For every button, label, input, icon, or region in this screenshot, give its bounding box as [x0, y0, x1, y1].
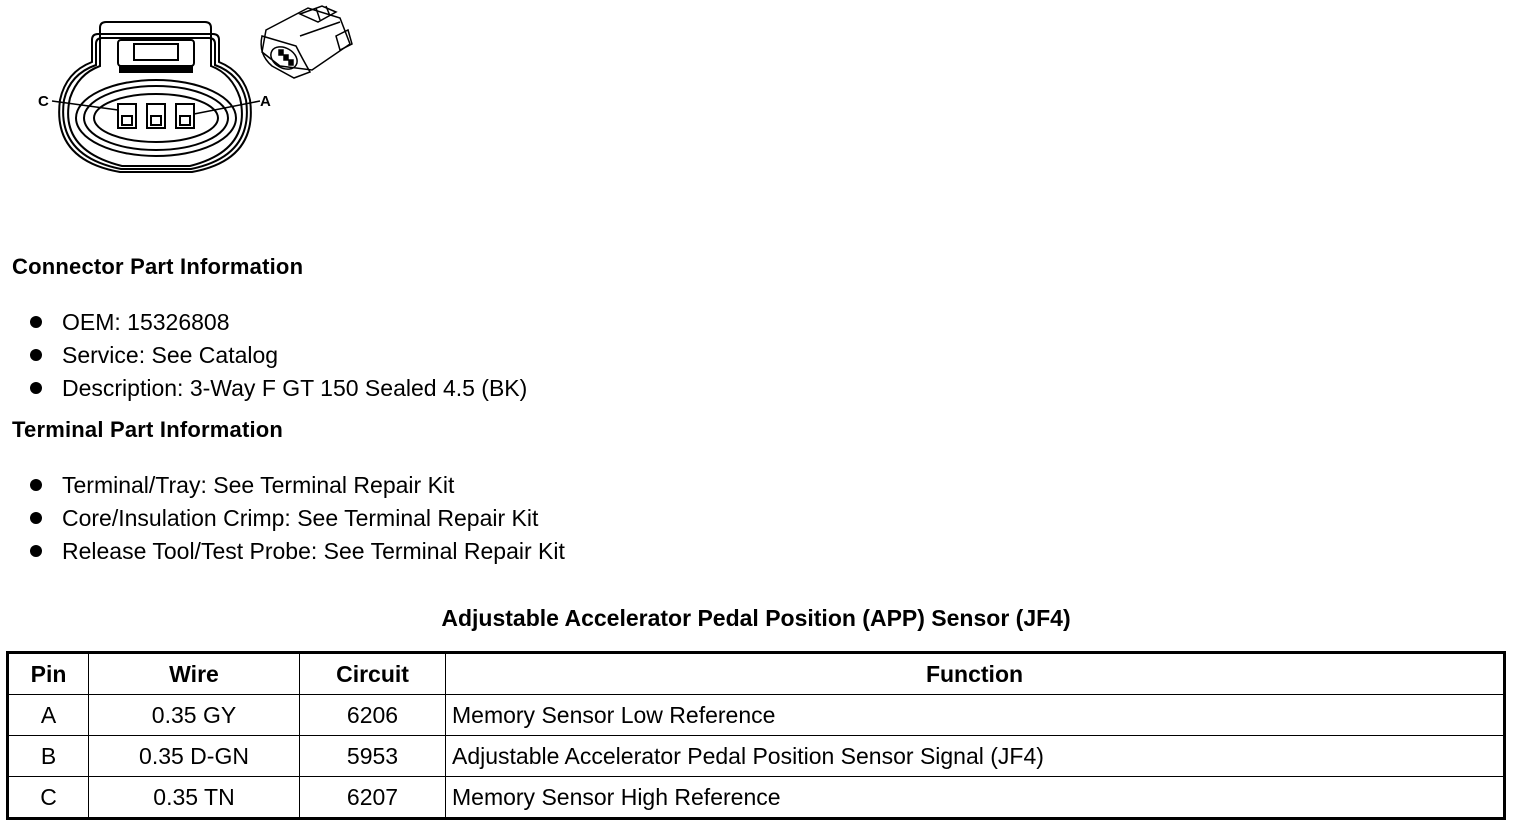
table-header-row: [8, 653, 1505, 695]
cell-circuit: 6206: [300, 695, 446, 736]
list-item: [28, 503, 565, 536]
connector-service-text: Service: See Catalog: [62, 342, 279, 368]
table-row: [8, 695, 1505, 736]
cell-wire: 0.35 TN: [89, 777, 300, 819]
table-row: [8, 777, 1505, 819]
bullet-icon: [30, 349, 42, 361]
cell-circuit: 6207: [300, 777, 446, 819]
bullet-icon: [30, 382, 42, 394]
pin-cavities: [118, 104, 194, 128]
terminal-tray-text: Terminal/Tray: See Terminal Repair Kit: [62, 472, 455, 498]
bullet-icon: [30, 479, 42, 491]
terminal-crimp-text: Core/Insulation Crimp: See Terminal Repair Kit: [62, 505, 539, 531]
pinout-table-caption: Adjustable Accelerator Pedal Position (APP) Sensor (JF4): [441, 605, 1071, 631]
bullet-icon: [30, 512, 42, 524]
connector-3d-illustration: [261, 6, 352, 78]
cell-pin: A: [8, 695, 89, 736]
list-item: [28, 470, 565, 503]
pin-label-a: A: [260, 93, 271, 110]
cell-wire: 0.35 GY: [89, 695, 300, 736]
connector-part-info-heading: Connector Part Information: [12, 254, 304, 279]
list-item: [28, 307, 527, 340]
cell-circuit: 5953: [300, 736, 446, 777]
cell-pin: C: [8, 777, 89, 819]
connector-face-view: [59, 22, 251, 172]
pinout-table: [6, 651, 1506, 820]
connector-part-info-list: [28, 307, 527, 406]
connector-description-text: Description: 3-Way F GT 150 Sealed 4.5 (BK): [62, 375, 528, 401]
terminal-part-info-list: [28, 470, 565, 569]
terminal-part-info-heading: Terminal Part Information: [12, 417, 284, 442]
header-pin: Pin: [8, 653, 89, 695]
cell-function: Adjustable Accelerator Pedal Position Sensor Signal (JF4): [446, 736, 1505, 777]
table-row: [8, 736, 1505, 777]
cell-pin: B: [8, 736, 89, 777]
header-circuit: Circuit: [300, 653, 446, 695]
connector-face-illustration: [0, 0, 380, 190]
bullet-icon: [30, 545, 42, 557]
list-item: [28, 373, 527, 406]
bullet-icon: [30, 316, 42, 328]
connector-oem-text: OEM: 15326808: [62, 309, 230, 335]
cell-wire: 0.35 D-GN: [89, 736, 300, 777]
header-function: Function: [446, 653, 1505, 695]
header-wire: Wire: [89, 653, 300, 695]
cell-function: Memory Sensor Low Reference: [446, 695, 1505, 736]
terminal-release-tool-text: Release Tool/Test Probe: See Terminal Repair Kit: [62, 538, 565, 564]
list-item: [28, 340, 527, 373]
pin-label-c: C: [38, 93, 49, 110]
connector-diagram: [0, 0, 380, 190]
list-item: [28, 536, 565, 569]
cell-function: Memory Sensor High Reference: [446, 777, 1505, 819]
